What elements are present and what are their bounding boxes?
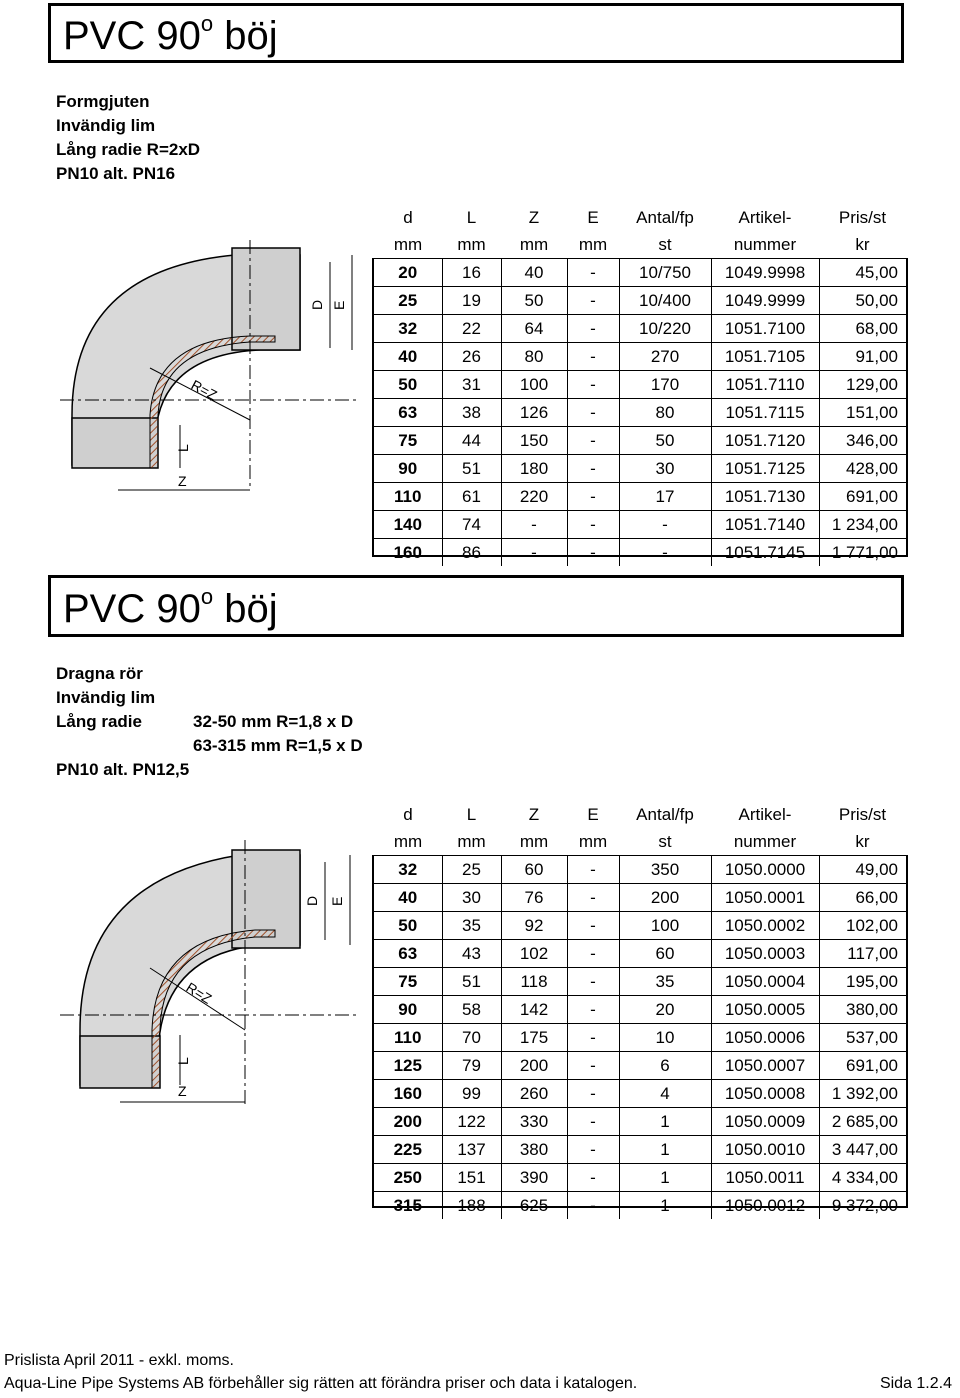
table-cell: 346,00 (819, 427, 906, 455)
table-cell: 44 (442, 427, 501, 455)
page-number: Sida 1.2.4 (879, 1375, 952, 1392)
table-row (374, 884, 906, 912)
table-cell: 125 (374, 1052, 442, 1080)
section1-title-text: PVC 90 (63, 14, 201, 58)
table-row (374, 315, 906, 343)
section1-title-box (48, 3, 904, 63)
section1-label-rz: R=Z (188, 376, 220, 404)
desc-line (56, 710, 363, 734)
desc-value: 32-50 mm R=1,8 x D (193, 712, 354, 731)
table-cell: 63 (374, 940, 442, 968)
table-cell: 200 (374, 1108, 442, 1136)
table-cell: 1050.0004 (711, 968, 819, 996)
table-cell: - (567, 371, 619, 399)
table-cell: - (567, 1080, 619, 1108)
section2-table-body (374, 856, 906, 1220)
table-cell: 188 (442, 1192, 501, 1220)
table-cell: 45,00 (819, 259, 906, 287)
table-cell: 35 (442, 912, 501, 940)
section2-label-l: L (175, 1057, 191, 1065)
section1-bend-diagram (60, 240, 370, 510)
column-header: Pris/st (838, 805, 887, 824)
column-header: nummer (733, 235, 797, 254)
desc-line: Invändig lim (56, 116, 156, 135)
section2-label-z: Z (178, 1083, 187, 1099)
footer-price-note: Prislista April 2011 - exkl. moms. (4, 1352, 234, 1369)
table-cell: 1050.0011 (711, 1164, 819, 1192)
table-cell: - (567, 1164, 619, 1192)
table-cell: 160 (374, 1080, 442, 1108)
table-cell: 49,00 (819, 856, 906, 884)
table-cell: 1050.0006 (711, 1024, 819, 1052)
table-cell: 150 (501, 427, 567, 455)
table-row (374, 968, 906, 996)
table-cell: 151 (442, 1164, 501, 1192)
table-cell: 1050.0002 (711, 912, 819, 940)
section2-title-box (48, 575, 904, 637)
table-cell: 1051.7115 (711, 399, 819, 427)
table-cell: 80 (501, 343, 567, 371)
table-cell: 17 (619, 483, 711, 511)
column-header: kr (855, 832, 870, 851)
section1-label-e: E (331, 300, 347, 310)
table-cell: 10 (619, 1024, 711, 1052)
table-cell: 380 (501, 1136, 567, 1164)
table-row (374, 259, 906, 287)
column-header: Z (528, 805, 540, 824)
table-cell: 99 (442, 1080, 501, 1108)
section1-description (56, 90, 200, 186)
section2-description (56, 662, 363, 782)
table-row (374, 912, 906, 940)
table-cell: 26 (442, 343, 501, 371)
table-cell: 1050.0007 (711, 1052, 819, 1080)
table-cell: 102 (501, 940, 567, 968)
column-header: mm (393, 832, 423, 851)
table-cell: 225 (374, 1136, 442, 1164)
table-cell: 50 (619, 427, 711, 455)
table-cell: 142 (501, 996, 567, 1024)
table-cell: 76 (501, 884, 567, 912)
table-cell: 126 (501, 399, 567, 427)
table-cell: 1050.0012 (711, 1192, 819, 1220)
desc-line: Dragna rör (56, 664, 143, 683)
table-cell: 63 (374, 399, 442, 427)
table-cell: 537,00 (819, 1024, 906, 1052)
table-cell: 31 (442, 371, 501, 399)
section1-label-z: Z (178, 473, 187, 489)
table-cell: 6 (619, 1052, 711, 1080)
table-cell: 1050.0005 (711, 996, 819, 1024)
table-cell: 51 (442, 455, 501, 483)
table-cell: 91,00 (819, 343, 906, 371)
table-row (374, 1108, 906, 1136)
table-cell: 74 (442, 511, 501, 539)
desc-line: PN10 alt. PN12,5 (56, 760, 190, 779)
table-cell: - (567, 856, 619, 884)
table-cell: 40 (501, 259, 567, 287)
table-cell: 1051.7145 (711, 539, 819, 567)
table-header-row (374, 231, 906, 259)
column-header: mm (519, 832, 549, 851)
column-header: kr (855, 235, 870, 254)
section2-title-text: PVC 90 (63, 587, 201, 631)
table-row (374, 287, 906, 315)
column-header: L (466, 805, 477, 824)
desc-line: Lång radie R=2xD (56, 140, 201, 159)
table-cell: - (567, 315, 619, 343)
table-cell: 1 (619, 1164, 711, 1192)
table-cell: 50 (501, 287, 567, 315)
table-cell: 1 (619, 1192, 711, 1220)
table-cell: - (567, 1052, 619, 1080)
table-row (374, 940, 906, 968)
column-header: mm (578, 832, 608, 851)
column-header: L (466, 208, 477, 227)
table-cell: 16 (442, 259, 501, 287)
table-cell: 50 (374, 371, 442, 399)
table-cell: 51 (442, 968, 501, 996)
table-row (374, 1136, 906, 1164)
table-cell: - (567, 343, 619, 371)
table-cell: - (567, 912, 619, 940)
table-cell: 1051.7130 (711, 483, 819, 511)
table-cell: 1050.0010 (711, 1136, 819, 1164)
table-cell: - (567, 259, 619, 287)
table-cell: 110 (374, 483, 442, 511)
table-cell: - (567, 1192, 619, 1220)
table-cell: 137 (442, 1136, 501, 1164)
table-cell: 92 (501, 912, 567, 940)
table-cell: 43 (442, 940, 501, 968)
table-cell: - (567, 1024, 619, 1052)
table-cell: 19 (442, 287, 501, 315)
section2-label-rz: R=Z (183, 978, 215, 1007)
table-cell: 32 (374, 856, 442, 884)
table-cell: 170 (619, 371, 711, 399)
table-cell: 66,00 (819, 884, 906, 912)
column-header: Z (528, 208, 540, 227)
table-cell: 118 (501, 968, 567, 996)
table-cell: 140 (374, 511, 442, 539)
table-cell: 35 (619, 968, 711, 996)
column-header: mm (519, 235, 549, 254)
table-cell: 1050.0003 (711, 940, 819, 968)
table-cell: 1050.0008 (711, 1080, 819, 1108)
table-cell: - (567, 287, 619, 315)
table-cell: - (501, 539, 567, 567)
column-header: nummer (733, 832, 797, 851)
table-cell: 60 (619, 940, 711, 968)
desc-label: Lång radie (56, 712, 142, 731)
table-cell: 75 (374, 968, 442, 996)
section1-spec-table (374, 204, 906, 566)
table-cell: - (567, 996, 619, 1024)
table-cell: 25 (442, 856, 501, 884)
table-cell: 68,00 (819, 315, 906, 343)
table-cell: 110 (374, 1024, 442, 1052)
table-cell: 86 (442, 539, 501, 567)
column-header: E (587, 208, 599, 227)
table-cell: 58 (442, 996, 501, 1024)
table-cell: 129,00 (819, 371, 906, 399)
table-cell: 160 (374, 539, 442, 567)
table-cell: 79 (442, 1052, 501, 1080)
table-cell: 40 (374, 343, 442, 371)
table-cell: 1 234,00 (819, 511, 906, 539)
table-header-row (374, 204, 906, 231)
table-cell: 260 (501, 1080, 567, 1108)
table-cell: 30 (619, 455, 711, 483)
table-cell: - (619, 511, 711, 539)
table-cell: 180 (501, 455, 567, 483)
table-cell: - (619, 539, 711, 567)
table-row (374, 455, 906, 483)
table-cell: 20 (619, 996, 711, 1024)
section2-bend-diagram (60, 840, 370, 1110)
table-cell: 10/750 (619, 259, 711, 287)
table-cell: 200 (501, 1052, 567, 1080)
table-cell: 122 (442, 1108, 501, 1136)
desc-line (56, 734, 363, 758)
section1-title-degree: o (200, 11, 214, 36)
table-cell: 1051.7140 (711, 511, 819, 539)
section1-title-suffix: böj (213, 14, 278, 58)
table-cell: 428,00 (819, 455, 906, 483)
table-row (374, 1024, 906, 1052)
table-cell: - (567, 968, 619, 996)
table-cell: 270 (619, 343, 711, 371)
table-cell: 100 (501, 371, 567, 399)
table-cell: - (567, 455, 619, 483)
table-cell: 50,00 (819, 287, 906, 315)
section2-spec-table (374, 801, 906, 1219)
table-cell: 1051.7100 (711, 315, 819, 343)
section1-title (63, 11, 278, 58)
column-header: Pris/st (838, 208, 887, 227)
table-cell: 60 (501, 856, 567, 884)
table-cell: - (567, 483, 619, 511)
table-cell: 151,00 (819, 399, 906, 427)
table-cell: 1050.0000 (711, 856, 819, 884)
section1-table-body (374, 259, 906, 567)
section2-title-suffix: böj (213, 587, 278, 631)
table-cell: - (567, 940, 619, 968)
column-header: Antal/fp (636, 805, 694, 824)
table-header-row (374, 828, 906, 856)
table-cell: 4 (619, 1080, 711, 1108)
column-header: st (658, 832, 672, 851)
table-row (374, 427, 906, 455)
table-cell: 350 (619, 856, 711, 884)
column-header: Artikel- (738, 805, 792, 824)
column-header: st (658, 235, 672, 254)
table-cell: 4 334,00 (819, 1164, 906, 1192)
table-cell: - (567, 1136, 619, 1164)
table-cell: 102,00 (819, 912, 906, 940)
section1-label-d: D (309, 299, 325, 310)
table-row (374, 996, 906, 1024)
table-cell: 32 (374, 315, 442, 343)
table-cell: - (567, 511, 619, 539)
column-header: E (587, 805, 599, 824)
table-cell: 1 392,00 (819, 1080, 906, 1108)
table-cell: 390 (501, 1164, 567, 1192)
table-cell: 315 (374, 1192, 442, 1220)
section2-label-d: D (304, 895, 320, 906)
table-row (374, 511, 906, 539)
table-cell: 625 (501, 1192, 567, 1220)
table-cell: 691,00 (819, 1052, 906, 1080)
desc-line: Invändig lim (56, 688, 156, 707)
table-row (374, 856, 906, 884)
table-row (374, 1164, 906, 1192)
column-header: mm (393, 235, 423, 254)
table-row (374, 1052, 906, 1080)
table-header-row (374, 801, 906, 828)
table-cell: 10/220 (619, 315, 711, 343)
column-header: mm (457, 832, 486, 851)
desc-line: PN10 alt. PN16 (56, 164, 176, 183)
table-row (374, 483, 906, 511)
section2-title-degree: o (200, 584, 214, 609)
table-cell: - (501, 511, 567, 539)
table-cell: 1051.7125 (711, 455, 819, 483)
column-header: mm (578, 235, 608, 254)
table-cell: 1051.7120 (711, 427, 819, 455)
table-cell: 3 447,00 (819, 1136, 906, 1164)
table-cell: 75 (374, 427, 442, 455)
table-row (374, 1192, 906, 1220)
table-cell: - (567, 539, 619, 567)
section1-label-l: L (175, 444, 191, 452)
table-cell: 50 (374, 912, 442, 940)
column-header: mm (457, 235, 486, 254)
table-cell: 10/400 (619, 287, 711, 315)
section1-table-head (374, 204, 906, 259)
table-cell: 200 (619, 884, 711, 912)
table-cell: 20 (374, 259, 442, 287)
table-row (374, 539, 906, 567)
table-cell: 9 372,00 (819, 1192, 906, 1220)
table-cell: 64 (501, 315, 567, 343)
table-cell: 1 (619, 1136, 711, 1164)
table-cell: 691,00 (819, 483, 906, 511)
table-cell: 100 (619, 912, 711, 940)
table-cell: 90 (374, 996, 442, 1024)
table-cell: 70 (442, 1024, 501, 1052)
table-row (374, 343, 906, 371)
section2-label-e: E (329, 896, 345, 906)
table-cell: 1 (619, 1108, 711, 1136)
table-cell: 38 (442, 399, 501, 427)
table-cell: 195,00 (819, 968, 906, 996)
table-cell: 330 (501, 1108, 567, 1136)
table-cell: 1050.0001 (711, 884, 819, 912)
table-cell: 25 (374, 287, 442, 315)
footer-disclaimer: Aqua-Line Pipe Systems AB förbehåller sig rätten att förändra priser och data i katalogen. (4, 1375, 638, 1392)
table-cell: 1050.0009 (711, 1108, 819, 1136)
section2-table-head (374, 801, 906, 856)
table-cell: 1 771,00 (819, 539, 906, 567)
column-header: Antal/fp (636, 208, 694, 227)
desc-line: Formgjuten (56, 92, 150, 111)
table-cell: 1049.9998 (711, 259, 819, 287)
table-cell: - (567, 399, 619, 427)
table-cell: 220 (501, 483, 567, 511)
table-cell: 2 685,00 (819, 1108, 906, 1136)
table-cell: 30 (442, 884, 501, 912)
table-cell: - (567, 1108, 619, 1136)
table-cell: 90 (374, 455, 442, 483)
table-cell: 117,00 (819, 940, 906, 968)
table-cell: - (567, 427, 619, 455)
table-cell: 1049.9999 (711, 287, 819, 315)
table-row (374, 399, 906, 427)
column-header: d (403, 208, 413, 227)
section2-title (63, 584, 278, 631)
table-cell: 40 (374, 884, 442, 912)
desc-value: 63-315 mm R=1,5 x D (193, 736, 363, 755)
table-cell: 1051.7110 (711, 371, 819, 399)
column-header: d (403, 805, 413, 824)
table-row (374, 1080, 906, 1108)
table-cell: 380,00 (819, 996, 906, 1024)
table-cell: - (567, 884, 619, 912)
table-cell: 1051.7105 (711, 343, 819, 371)
table-cell: 250 (374, 1164, 442, 1192)
table-cell: 61 (442, 483, 501, 511)
table-cell: 80 (619, 399, 711, 427)
column-header: Artikel- (738, 208, 792, 227)
table-row (374, 371, 906, 399)
table-cell: 175 (501, 1024, 567, 1052)
table-cell: 22 (442, 315, 501, 343)
